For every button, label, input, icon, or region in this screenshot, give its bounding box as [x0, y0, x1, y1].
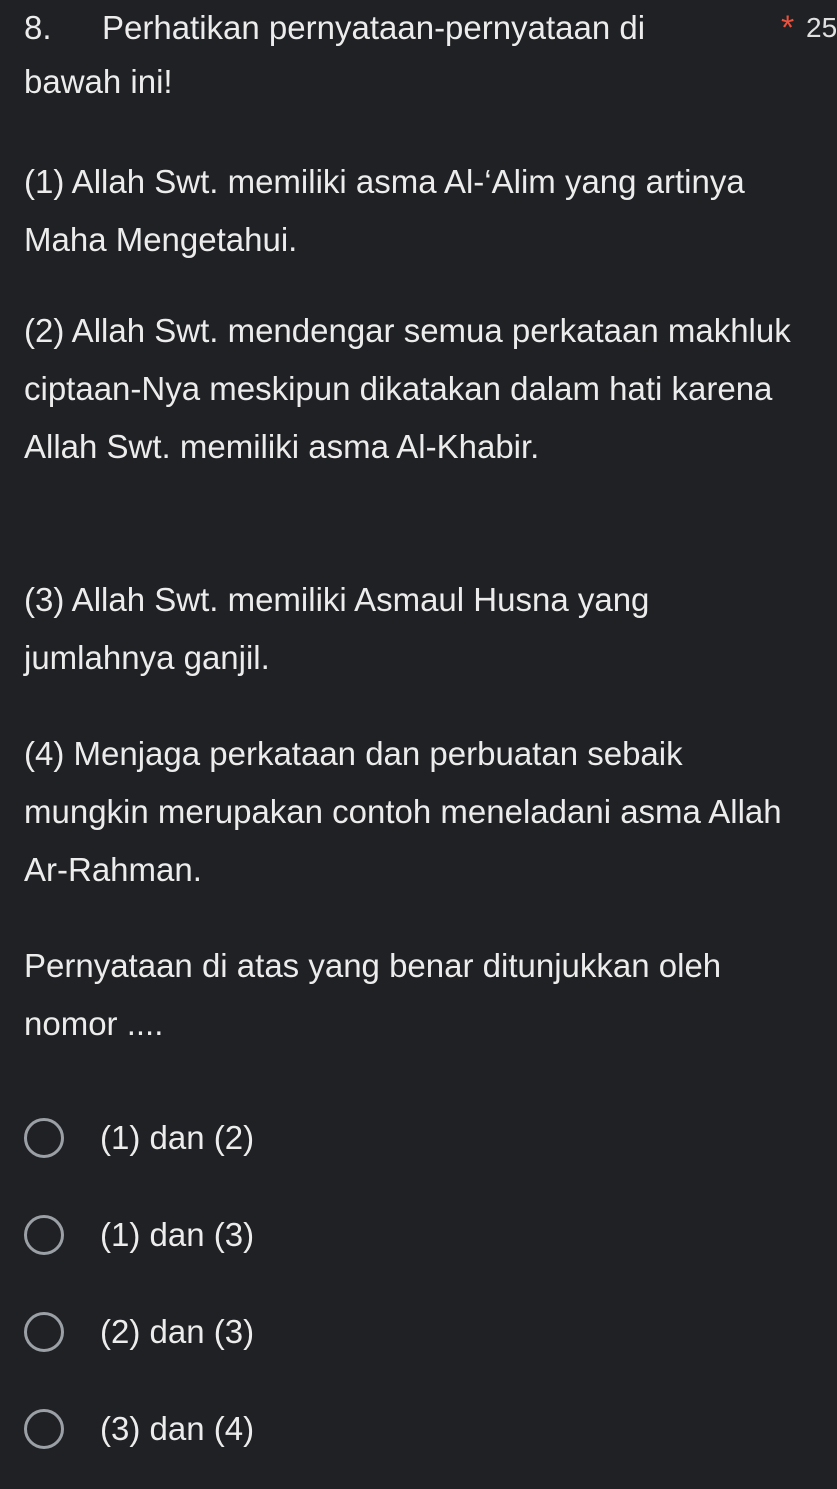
option-2[interactable]	[24, 1207, 784, 1263]
option-label[interactable]: (1) dan (3)	[100, 1216, 255, 1253]
question-title-continued: bawah ini!	[24, 63, 173, 100]
option-label[interactable]: (1) dan (2)	[100, 1119, 255, 1156]
statement-4: (4) Menjaga perkataan dan perbuatan sebaik mungkin merupakan contoh meneladani asma Allah Ar-Rahman.	[24, 735, 782, 888]
option-4[interactable]	[24, 1401, 784, 1457]
question-prompt: Pernyataan di atas yang benar ditunjukkan oleh nomor ....	[24, 947, 722, 1042]
question-points: 25	[806, 12, 837, 43]
question-title: Perhatikan pernyataan-pernyataan di	[102, 9, 646, 46]
radio-button-unchecked-icon[interactable]	[24, 1215, 64, 1255]
question-number: 8.	[24, 9, 52, 46]
option-label[interactable]: (2) dan (3)	[100, 1313, 255, 1350]
option-1[interactable]	[24, 1110, 784, 1166]
radio-button-unchecked-icon[interactable]	[24, 1118, 64, 1158]
question-header	[24, 0, 837, 118]
option-3[interactable]	[24, 1304, 784, 1360]
statement-2: (2) Allah Swt. mendengar semua perkataan makhluk ciptaan-Nya meskipun dikatakan dalam hati karena Allah Swt. memiliki asma Al-Khabir.	[24, 312, 791, 465]
radio-button-unchecked-icon[interactable]	[24, 1409, 64, 1449]
statement-1: (1) Allah Swt. memiliki asma Al-‘Alim yang artinya Maha Mengetahui.	[24, 163, 745, 258]
radio-button-unchecked-icon[interactable]	[24, 1312, 64, 1352]
option-label[interactable]: (3) dan (4)	[100, 1410, 255, 1447]
statement-3: (3) Allah Swt. memiliki Asmaul Husna yang jumlahnya ganjil.	[24, 581, 650, 676]
required-asterisk-icon: *	[781, 9, 795, 47]
